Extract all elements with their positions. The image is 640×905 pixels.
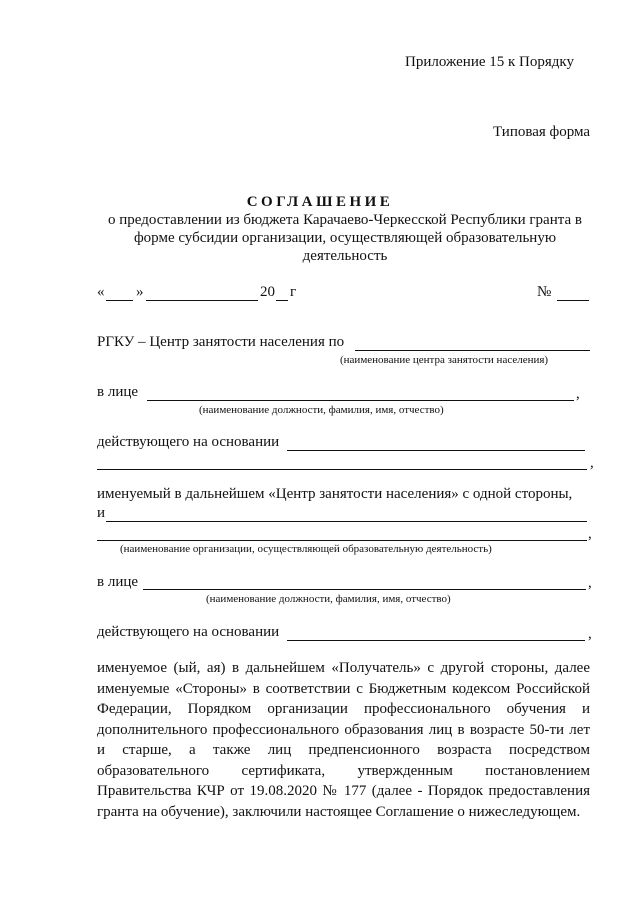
basis2-label: действующего на основании [97,624,280,640]
party1-label: РГКУ – Центр занятости населения по [97,334,345,350]
face2-blank[interactable] [143,589,586,590]
face1-comma: , [576,386,580,402]
document-subtitle-line3: деятельность [302,248,388,264]
form-type-label: Типовая форма [493,124,591,140]
organization-blank[interactable] [106,521,587,522]
year-suffix: г [290,284,297,300]
named1-and: и [97,505,106,521]
date-open-quote: « [97,284,105,300]
basis1-comma: , [590,455,594,471]
agreement-preamble-paragraph: именуемое (ый, ая) в дальнейшем «Получатель» с другой стороны, далее именуемые «Стороны» в соответствии с Бюджетным кодексом Российской Федерации, Порядком организации профессионального обучения и дополнительного профессионального образования лиц в возрасте 50-ти лет и старше, а также лиц предпенсионного возраста посредством образовательного сертификата, утвержденным постановлением Правительства КЧР от 19.08.2020 № 177 (далее - Порядок предоставления гранта на обучение), заключили настоящее Соглашение о нижеследующем. [97,660,590,820]
basis1-blank[interactable] [287,450,585,451]
face1-hint: (наименование должности, фамилия, имя, отчество) [199,404,444,416]
face2-label: в лице [97,574,139,590]
named1-text: именуемый в дальнейшем «Центр занятости населения» с одной стороны, [97,486,573,502]
year-prefix: 20 [260,284,275,300]
named1-hint: (наименование организации, осуществляющей образовательную деятельность) [120,543,492,555]
face1-blank[interactable] [147,400,574,401]
basis2-comma: , [588,626,592,642]
number-sign: № [537,284,552,300]
document-subtitle-line1: о предоставлении из бюджета Карачаево-Черкесской Республики гранта в [108,212,582,228]
document-title: СОГЛАШЕНИЕ [246,194,394,210]
number-blank[interactable] [557,300,589,301]
month-blank[interactable] [146,300,258,301]
employment-center-blank[interactable] [355,350,590,351]
party1-hint: (наименование центра занятости населения) [340,354,549,366]
document-subtitle-line2: форме субсидии организации, осуществляющей образовательную [133,230,557,246]
date-close-quote: » [136,284,144,300]
basis1-label: действующего на основании [97,434,280,450]
year-blank[interactable] [276,300,288,301]
day-blank[interactable] [106,300,133,301]
face2-hint: (наименование должности, фамилия, имя, отчество) [206,593,451,605]
basis1-blank-line2[interactable] [97,469,587,470]
face1-label: в лице [97,384,139,400]
organization-blank-line2[interactable] [97,540,587,541]
basis2-blank[interactable] [287,640,585,641]
named1-comma: , [588,526,592,542]
appendix-reference: Приложение 15 к Порядку [405,54,574,70]
face2-comma: , [588,575,592,591]
